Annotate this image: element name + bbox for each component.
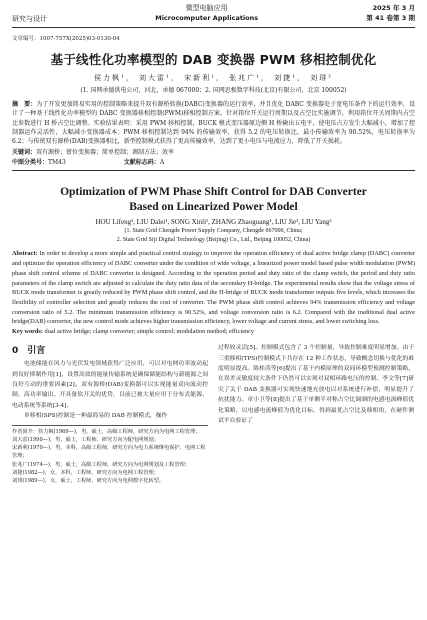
left-column bbox=[12, 343, 208, 486]
english-keywords-label: Key words: bbox=[12, 328, 43, 336]
english-abstract-text: In order to develop a more simple and practical control strategy to improve the operation efficiency of dual active bridge clamp (DABC) converter and optimize the operation efficiency of DABC converter under the condition of wide voltage, a linearized power model based pulse width modulation (PWM) phase shift control scheme of DABC converter is designed. According to the operation period and duty ratio of the clamp switch, the period and duty ratio parameters of the clamp switch are adjusted to calculate the duty ratio data of the secondary H-bridge. The experimental results show that the voltage stress of BUCK mode transformer is greatly reduced by PWM phase shift control, and the H-bridge of BUCK mode transformer outputs five levels, which increases the flexibility of controller selection and greatly reduces the cost of converter. The PWM phase shift control achieves 94% transmission efficiency and voltage conversion ratio of 5.2. The minimum transmission efficiency is 90.52%, and voltage conversion ratio is 6.2. Compared with the traditional dual active bridge(DAB) converter, the new control mode achieves higher transmission efficiency, lower voltage and current stress, and lower switching loss. bbox=[12, 250, 416, 326]
english-affiliation-1: (1. State Grid Chengde Power Supply Company, Chengde 067000, China; bbox=[124, 228, 303, 235]
english-keywords-text: dual active bridge; clamp converter; simple control; modulation method; efficiency bbox=[44, 328, 255, 336]
body-columns bbox=[12, 343, 415, 486]
doc-code-label: 文献标志码： bbox=[123, 159, 160, 167]
header-column-label: 研究与设计 bbox=[12, 15, 47, 23]
english-title-line2: Based on Linearized Power Model bbox=[129, 201, 298, 214]
footnote-line: 宋新利(1970—)，男，本科，高级工程师，研究方向为电力系统继电保护、电网工程管理； bbox=[12, 445, 206, 460]
divider bbox=[12, 170, 415, 171]
doc-code-value: A bbox=[159, 159, 165, 167]
english-title bbox=[12, 185, 415, 215]
chinese-authors: 侯力枫¹， 刘大雷¹， 宋新利¹， 张兆广¹， 刘捷¹， 刘琲² bbox=[94, 74, 333, 82]
clc-value: TM43 bbox=[48, 159, 66, 167]
footnote-line: 刘捷(1982—)，女，本科，工程师，研究方向为电网工程管理； bbox=[12, 470, 159, 477]
issue-info bbox=[366, 3, 415, 23]
chinese-affiliation: (1. 国网承德供电公司，河北，承德 067000；2. 国网思极数字科技(北京)有限公司，北京 100052) bbox=[80, 87, 347, 94]
body-paragraph: 电池储能在风力与光伏发电领域获得广泛应用，可以对电网功率波动起到良好抑制作用[1]，设置高效的能量传输系统是确保储能结构与新能源之间良好互动的重要因素[2]。双有源桥(DAB)变换器可以实现能量双向流动控制、高功率输出、开具备软开关的优势，目前已被大量应用于分布式能源、电动系统等系统[3-4]。 bbox=[12, 361, 208, 409]
journal-name-cn: 微型电脑应用 bbox=[185, 4, 228, 12]
chinese-keywords-label: 关键词： bbox=[12, 149, 37, 157]
author-footnotes bbox=[12, 425, 208, 486]
chinese-keywords-text: 双有源桥；钳位变换器；简单控制；调制方法；效率 bbox=[36, 149, 175, 157]
chinese-abstract-text: 为了开发更加简易实用的控制策略来提升双有源桥转换(DABC)变换器的运行效率，并且优化 DABC 变换器处于宽电压条件下的运行效率，设计了一种基于线性化功率模型的 DABC 变换器移相控制(PWM)移相控制方案。针对箝位开关运行周期以及占空比实施调节，利用箝位开关周期内占空比参数进行 H 桥占空比调整。实验结果表明：采用 PWM 移相控制，BUCK 模式变压器原边侧 H 桥输出五电平，使电压占方发生大幅减小，增加了控制器运作灵活性，大幅减小变换器成本；PWM 移相控制达到 94% 的传输效率，获得 5.2 的电压转换比，最小传输效率为 90.52%，电压转换率为 6.2；与传统双有源桥(DAB)变换器相比，新型控制模式获得了更高传输效率，达到了更小电压与电流应力，降低了开关损耗。 bbox=[12, 101, 415, 146]
chinese-abstract-label: 摘 要： bbox=[12, 101, 37, 108]
english-affiliation bbox=[12, 227, 415, 245]
footnote-line: 刘琲(1989—)，女，硕士，工程师，研究方向为电网数字化转型。 bbox=[12, 478, 165, 485]
issue-date: 2025 年 3 月 bbox=[372, 4, 415, 12]
body-paragraph: 单移相(SPS)控制是一种最简易的 DAB 控制模式，操作 bbox=[24, 413, 168, 420]
section-heading: 0 引言 bbox=[12, 346, 46, 357]
chinese-title: 基于线性化功率模型的 DAB 变换器 PWM 移相控制优化 bbox=[50, 52, 377, 67]
journal-name-en: Microcomputer Applications bbox=[155, 14, 259, 22]
english-abstract-label: Abstract: bbox=[12, 250, 38, 258]
english-title-line1: Optimization of PWM Phase Shift Control for DAB Converter bbox=[60, 186, 367, 199]
issue-volume: 第 41 卷第 3 期 bbox=[366, 14, 415, 22]
english-authors: HOU Lifeng¹, LIU Dalei¹, SONG Xinli¹, ZHANG Zhaoguang¹, LIU Jie¹, LIU Yang² bbox=[95, 218, 332, 227]
footnote-line: 刘大雷(1990—)，男，硕士，工程师，研究方向为配电网规划； bbox=[12, 436, 159, 443]
journal-name bbox=[155, 3, 258, 23]
english-abstract bbox=[12, 249, 415, 327]
article-number: 文章编号：1007-757X(2025)03-0130-04 bbox=[12, 36, 120, 42]
english-affiliation-2: 2. State Grid Siji Digital Technology (Beijing) Co., Ltd., Beijing 100052, China) bbox=[116, 237, 311, 244]
chinese-keywords bbox=[12, 147, 415, 156]
footnote-line: 作者简介：侯力枫(1969—)，男，硕士，高级工程师，研究方向为电网工程管理； bbox=[12, 428, 201, 435]
running-header bbox=[12, 0, 415, 28]
clc-label: 中图分类号： bbox=[12, 159, 49, 167]
english-keywords bbox=[12, 328, 415, 335]
chinese-abstract bbox=[12, 100, 415, 146]
right-column bbox=[218, 343, 414, 486]
body-paragraph: 过程较灵活[5]。控制模式包含了 3 个控制量，导致控制难度明显增加。由于三重移相(TPS)控制模式下共存在 12 种工作状态，导致概念切换与优化的难度明显提高。陈桂涛等[6]提出了基于内模原理的双同环模型预测控制策略，在误差灵敏度较大条件下仍然可以实现对双相环路电压的控制。李文等[7]研究了关于 DAB 变换器可实现快速地充放电以对系统进行补偿，明显提升了抗扰能力。章小卫等[8]提出了基于单侧半对称占空比调制的电感电流峰值优化策略，以电感电流峰值为优化目标，得到最优占空比及移相角，在硬件测试平台验证了 bbox=[218, 345, 414, 424]
classification-line bbox=[12, 157, 415, 166]
footnote-line: 张兆广(1974—)，男，硕士，高级工程师，研究方向为电网规划及工程管理； bbox=[12, 461, 191, 468]
